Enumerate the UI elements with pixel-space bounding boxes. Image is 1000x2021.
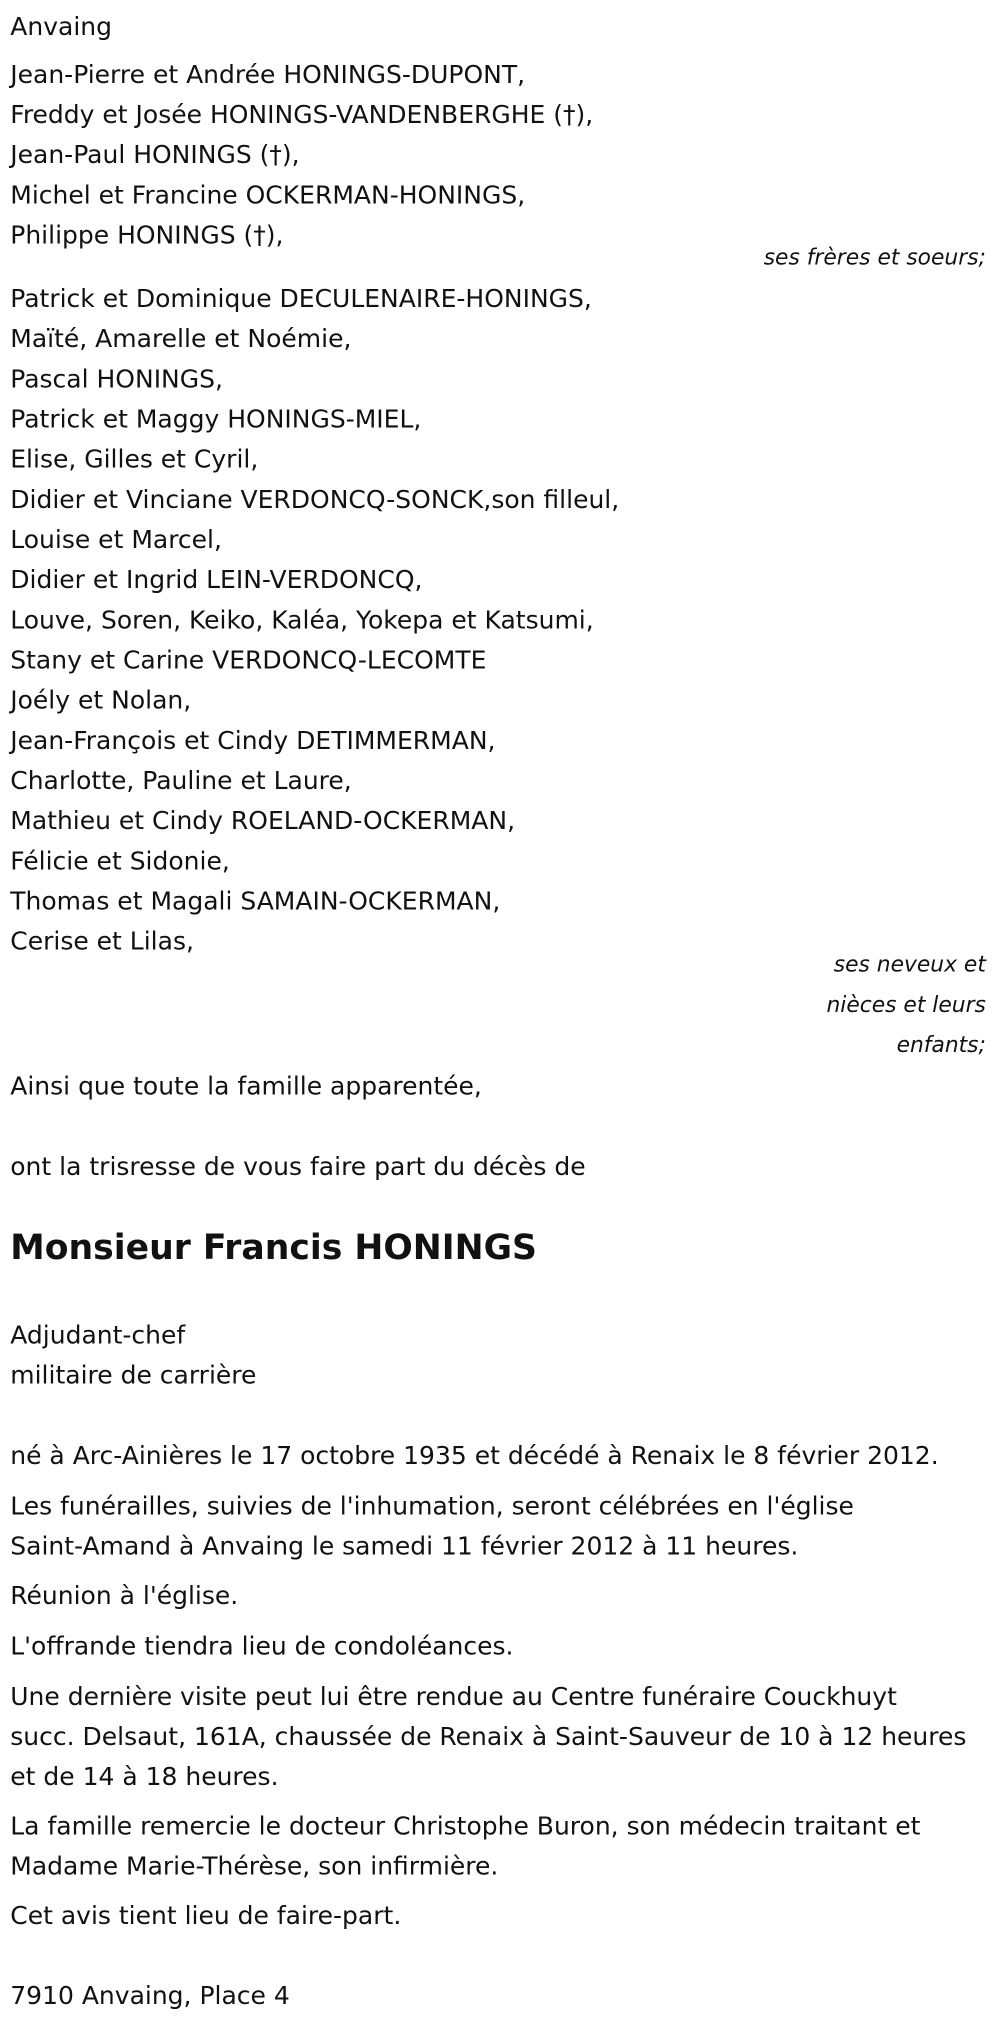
nephew-line: Patrick et Maggy HONINGS-MIEL, [10, 404, 422, 434]
birth-death-line: né à Arc-Ainières le 17 octobre 1935 et décédé à Renaix le 8 février 2012. [10, 1440, 939, 1471]
nephews-label-line: enfants; [896, 1032, 986, 1059]
announcement-line: ont la trisresse de vous faire part du décès de [10, 1151, 586, 1182]
nephew-line: Cerise et Lilas, [10, 926, 194, 957]
nephew-line: Elise, Gilles et Cyril, [10, 444, 259, 475]
notice-line: Cet avis tient lieu de faire-part. [10, 1900, 402, 1931]
nephew-line: Didier et Ingrid LEIN-VERDONCQ, [10, 564, 423, 595]
offering-line: L'offrande tiendra lieu de condoléances. [10, 1631, 514, 1661]
nephew-line: Joély et Nolan, [10, 685, 192, 716]
nephew-line: Mathieu et Cindy ROELAND-OCKERMAN, [10, 805, 516, 836]
rank-line: Adjudant-chef [10, 1320, 186, 1350]
funeral-line: Les funérailles, suivies de l'inhumation, seront célébrées en l'église [10, 1491, 854, 1521]
sibling-line: Jean-Paul HONINGS (†), [10, 139, 300, 170]
funeral-line: Saint-Amand à Anvaing le samedi 11 février 2012 à 11 heures. [10, 1531, 799, 1562]
nephews-label-line: nièces et leurs [826, 992, 986, 1019]
thanks-line: Madame Marie-Thérèse, son infirmière. [10, 1851, 499, 1882]
sibling-line: Jean-Pierre et Andrée HONINGS-DUPONT, [10, 59, 526, 90]
visit-line: et de 14 à 18 heures. [10, 1761, 279, 1792]
nephew-line: Stany et Carine VERDONCQ-LECOMTE [10, 645, 487, 675]
nephew-line: Patrick et Dominique DECULENAIRE-HONINGS, [10, 283, 592, 314]
nephew-line: Jean-François et Cindy DETIMMERMAN, [10, 725, 496, 756]
nephews-label-line: ses neveux et [833, 952, 986, 979]
nephew-line: Maïté, Amarelle et Noémie, [10, 323, 352, 354]
deceased-name: Monsieur Francis HONINGS [10, 1228, 537, 1269]
nephew-line: Pascal HONINGS, [10, 364, 223, 394]
sibling-line: Michel et Francine OCKERMAN-HONINGS, [10, 180, 526, 210]
sibling-line: Philippe HONINGS (†), [10, 220, 284, 251]
address-line: 7910 Anvaing, Place 4 [10, 1980, 290, 2011]
nephew-line: Charlotte, Pauline et Laure, [10, 765, 352, 796]
family-line: Ainsi que toute la famille apparentée, [10, 1071, 482, 1102]
place-heading: Anvaing [10, 11, 112, 42]
nephew-line: Didier et Vinciane VERDONCQ-SONCK,son filleul, [10, 484, 620, 515]
nephew-line: Louve, Soren, Keiko, Kaléa, Yokepa et Katsumi, [10, 605, 594, 635]
visit-line: Une dernière visite peut lui être rendue au Centre funéraire Couckhuyt [10, 1681, 897, 1712]
meeting-line: Réunion à l'église. [10, 1580, 239, 1611]
nephew-line: Félicie et Sidonie, [10, 845, 230, 876]
nephew-line: Louise et Marcel, [10, 524, 222, 555]
siblings-relation-label: ses frères et soeurs; [763, 244, 986, 271]
nephew-line: Thomas et Magali SAMAIN-OCKERMAN, [10, 886, 501, 916]
rank-line: militaire de carrière [10, 1360, 257, 1391]
sibling-line: Freddy et Josée HONINGS-VANDENBERGHE (†), [10, 99, 594, 130]
visit-line: succ. Delsaut, 161A, chaussée de Renaix à Saint-Sauveur de 10 à 12 heures [10, 1721, 967, 1752]
thanks-line: La famille remercie le docteur Christophe Buron, son médecin traitant et [10, 1811, 921, 1841]
